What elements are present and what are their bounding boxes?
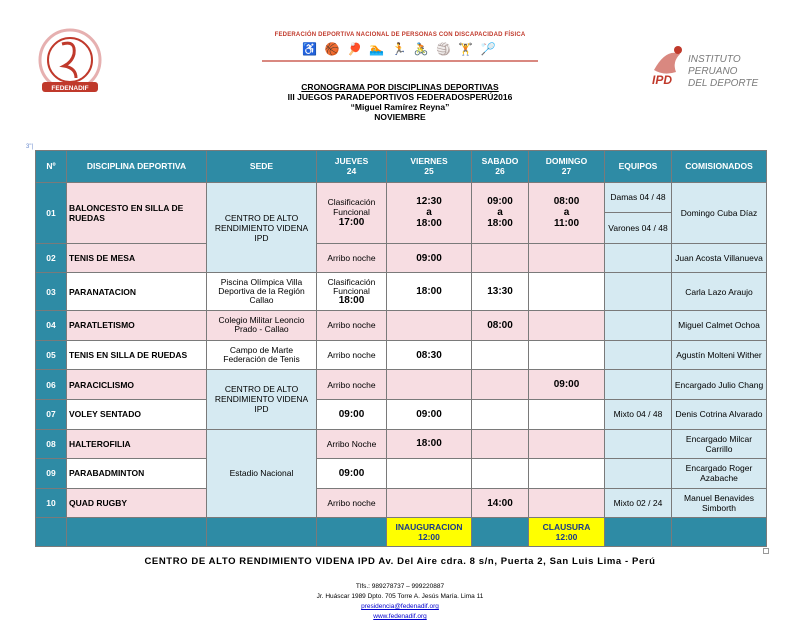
month-label: NOVIEMBRE [374, 112, 426, 122]
header-jueves-date: 24 [346, 166, 357, 177]
row-sede: CENTRO DE ALTO RENDIMIENTO VIDENA IPD [207, 370, 317, 429]
row-sede: Colegio Militar Leoncio Prado - Callao [207, 311, 317, 341]
row-comisionado: Agustín Molteni Wither [672, 340, 767, 370]
table-row [36, 311, 767, 341]
row-sabado [472, 243, 529, 273]
row-equipos [605, 459, 672, 489]
row-num: 07 [36, 399, 67, 429]
header-domingo-day: DOMINGO [545, 156, 588, 167]
row-domingo [529, 311, 605, 341]
footer-web-link[interactable]: www.fedenadif.org [373, 613, 427, 620]
cell-marker: 3"| [26, 144, 34, 150]
row-equipos-varones: Varones 04 / 48 [605, 213, 672, 244]
table-row [36, 182, 767, 213]
footer-phones: Tlfs.: 989278737 – 999220887 [355, 583, 445, 590]
clausura-time: 12:00 [555, 532, 578, 543]
footer-email-link[interactable]: presidencia@fedenadif.org [361, 603, 439, 610]
row-sabado [472, 459, 529, 489]
fedenadif-logo [32, 24, 108, 100]
fedenadif-logo-text: FEDENADIF [51, 85, 89, 92]
row-jueves-note: Clasificación Funcional [327, 197, 376, 218]
row-viernes: 08:30 [387, 340, 472, 370]
row-domingo [529, 182, 605, 243]
table-row [36, 340, 767, 370]
row-comisionado: Denis Cotrina Alvarado [672, 399, 767, 429]
row-domingo-sep: a [563, 207, 570, 219]
header-viernes [387, 151, 472, 183]
header-comisionados: COMISIONADOS [672, 151, 767, 183]
row-domingo [529, 273, 605, 311]
header-equipos: EQUIPOS [605, 151, 672, 183]
row-disciplina: HALTEROFILIA [67, 429, 207, 459]
table-row [36, 488, 767, 518]
header-num: Nº [36, 151, 67, 183]
ipd-logo-abbr: IPD [652, 73, 673, 87]
footer-cell [36, 518, 67, 547]
row-domingo [529, 243, 605, 273]
row-sabado [472, 399, 529, 429]
header-sede: SEDE [207, 151, 317, 183]
row-viernes [387, 311, 472, 341]
footer-cell [317, 518, 387, 547]
header-domingo [529, 151, 605, 183]
table-row [36, 370, 767, 400]
row-domingo [529, 459, 605, 489]
table-row [36, 429, 767, 459]
row-equipos [605, 311, 672, 341]
row-num: 09 [36, 459, 67, 489]
row-comisionado: Carla Lazo Araujo [672, 273, 767, 311]
footer-office: Jr. Huáscar 1989 Dpto. 705 Torre A. Jesús María. Lima 11 [316, 593, 484, 600]
row-jueves: 09:00 [317, 399, 387, 429]
ipd-logo-line1: INSTITUTO [688, 54, 741, 65]
table-resize-handle [763, 548, 769, 554]
row-jueves: 09:00 [317, 459, 387, 489]
inauguracion-time: 12:00 [418, 532, 440, 543]
row-domingo: 09:00 [529, 370, 605, 400]
clausura-label: CLAUSURA [542, 522, 591, 533]
row-disciplina: PARACICLISMO [67, 370, 207, 400]
row-viernes [387, 488, 472, 518]
table-row [36, 243, 767, 273]
row-num: 04 [36, 311, 67, 341]
row-viernes-start: 12:30 [416, 196, 442, 208]
row-sabado [472, 182, 529, 243]
row-disciplina: VOLEY SENTADO [67, 399, 207, 429]
row-equipos: Mixto 04 / 48 [605, 399, 672, 429]
header-sabado-day: SABADO [481, 156, 519, 167]
row-jueves: Arribo Noche [317, 429, 387, 459]
header-sabado-date: 26 [495, 166, 505, 177]
row-jueves [317, 273, 387, 311]
table-row [36, 399, 767, 429]
schedule-table [35, 150, 767, 547]
row-jueves [317, 182, 387, 243]
row-domingo [529, 488, 605, 518]
row-viernes: 09:00 [387, 399, 472, 429]
row-viernes-end: 18:00 [416, 218, 442, 230]
row-comisionado: Encargado Roger Azabache [672, 459, 767, 489]
row-disciplina: PARATLETISMO [67, 311, 207, 341]
row-jueves-time: 17:00 [338, 217, 365, 229]
table-footer-row [36, 518, 767, 547]
row-equipos [605, 429, 672, 459]
schedule-title: CRONOGRAMA POR DISCIPLINAS DEPORTIVAS [301, 82, 499, 92]
row-domingo-end: 11:00 [553, 218, 580, 230]
row-sabado [472, 429, 529, 459]
row-disciplina: QUAD RUGBY [67, 488, 207, 518]
header-viernes-date: 25 [424, 166, 434, 177]
row-comisionado: Domingo Cuba Díaz [672, 182, 767, 243]
row-jueves-note: Clasificación Funcional [327, 277, 376, 297]
row-num: 05 [36, 340, 67, 370]
row-sabado-sep: a [497, 207, 503, 219]
federation-name: FEDERACIÓN DEPORTIVA NACIONAL DE PERSONAS CON DISCAPACIDAD FÍSICA [274, 32, 526, 38]
document-titles [200, 82, 600, 122]
row-viernes [387, 459, 472, 489]
clausura-cell [529, 518, 605, 547]
row-equipos [605, 340, 672, 370]
row-comisionado: Miguel Calmet Ochoa [672, 311, 767, 341]
table-header-row [36, 151, 767, 183]
row-sabado: 14:00 [472, 488, 529, 518]
header-divider [262, 60, 538, 62]
footer-cell [605, 518, 672, 547]
row-sabado: 13:30 [472, 273, 529, 311]
row-disciplina: PARABADMINTON [67, 459, 207, 489]
row-viernes [387, 182, 472, 243]
row-sabado: 08:00 [472, 311, 529, 341]
table-row [36, 273, 767, 311]
row-equipos [605, 273, 672, 311]
row-num: 06 [36, 370, 67, 400]
row-sabado-end: 18:00 [487, 218, 513, 230]
row-viernes: 09:00 [387, 243, 472, 273]
row-equipos: Mixto 02 / 24 [605, 488, 672, 518]
row-comisionado: Encargado Julio Chang [672, 370, 767, 400]
row-sede: Estadio Nacional [207, 429, 317, 518]
row-sabado [472, 340, 529, 370]
row-viernes [387, 370, 472, 400]
row-viernes-sep: a [426, 207, 432, 219]
row-disciplina: BALONCESTO EN SILLA DE RUEDAS [67, 182, 207, 243]
ipd-logo [648, 42, 768, 98]
row-domingo-start: 08:00 [553, 196, 580, 208]
inauguracion-cell [387, 518, 472, 547]
row-comisionado: Juan Acosta Villanueva [672, 243, 767, 273]
row-disciplina: PARANATACION [67, 273, 207, 311]
table-row [36, 459, 767, 489]
header-sabado [472, 151, 529, 183]
row-domingo [529, 399, 605, 429]
ipd-logo-line2: PERUANO [688, 66, 738, 77]
row-viernes: 18:00 [387, 273, 472, 311]
row-equipos [605, 243, 672, 273]
row-comisionado: Manuel Benavides Simborth [672, 488, 767, 518]
row-num: 01 [36, 182, 67, 243]
row-disciplina: TENIS EN SILLA DE RUEDAS [67, 340, 207, 370]
header-disciplina: DISCIPLINA DEPORTIVA [67, 151, 207, 183]
header-jueves-day: JUEVES [334, 156, 369, 167]
row-jueves: Arribo noche [317, 243, 387, 273]
row-num: 03 [36, 273, 67, 311]
header-jueves [317, 151, 387, 183]
footer-cell [67, 518, 207, 547]
sport-pictograms-icon: ♿ 🏀 🏓 🏊 🏃 🚴 🏐 🏋 🏸 [302, 42, 498, 56]
row-jueves: Arribo noche [317, 340, 387, 370]
row-equipos-damas: Damas 04 / 48 [605, 182, 672, 213]
ipd-logo-line3: DEL DEPORTE [688, 78, 759, 89]
header-domingo-date: 27 [561, 166, 572, 177]
row-num: 08 [36, 429, 67, 459]
row-sabado-start: 09:00 [487, 196, 513, 208]
footer-address: CENTRO DE ALTO RENDIMIENTO VIDENA IPD Av. Del Aire cdra. 8 s/n, Puerta 2, San Luis Lima - Perú [144, 556, 656, 567]
row-domingo [529, 429, 605, 459]
row-comisionado: Encargado Milcar Carrillo [672, 429, 767, 459]
footer-cell [207, 518, 317, 547]
row-jueves: Arribo noche [317, 311, 387, 341]
event-title: III JUEGOS PARADEPORTIVOS FEDERADOSPERÚ2016 [287, 92, 513, 102]
row-num: 10 [36, 488, 67, 518]
event-dedication: “Miguel Ramírez Reyna” [350, 102, 450, 112]
footer-cell [472, 518, 529, 547]
row-sede: Piscina Olímpica Villa Deportiva de la Región Callao [207, 273, 317, 311]
row-jueves: Arribo noche [317, 370, 387, 400]
row-disciplina: TENIS DE MESA [67, 243, 207, 273]
row-sede: Campo de Marte Federación de Tenis [207, 340, 317, 370]
federation-header [262, 32, 538, 62]
row-domingo [529, 340, 605, 370]
row-num: 02 [36, 243, 67, 273]
row-jueves: Arribo noche [317, 488, 387, 518]
row-equipos [605, 370, 672, 400]
header-viernes-day: VIERNES [410, 156, 448, 167]
row-sabado [472, 370, 529, 400]
footer-contact [0, 582, 800, 622]
row-sede: CENTRO DE ALTO RENDIMIENTO VIDENA IPD [207, 182, 317, 273]
row-jueves-time: 18:00 [338, 295, 365, 307]
inauguracion-label: INAUGURACION [395, 522, 463, 533]
row-viernes: 18:00 [387, 429, 472, 459]
footer-cell [672, 518, 767, 547]
